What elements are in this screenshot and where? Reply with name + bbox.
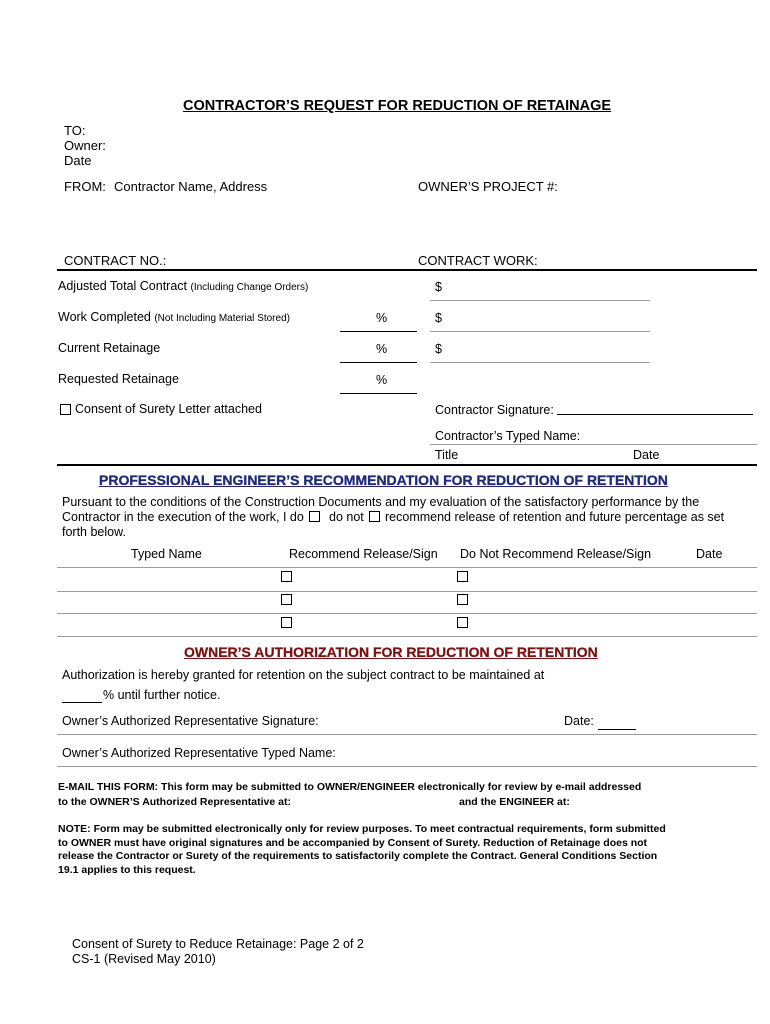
owner-auth-line2: % until further notice. [103, 688, 221, 702]
engineer-text-line3: forth below. [62, 525, 126, 539]
work-completed-percent: % [376, 311, 388, 325]
contract-work-label: CONTRACT WORK: [418, 253, 538, 268]
owners-project-label: OWNER’S PROJECT #: [418, 179, 558, 194]
engineer-text-line2 [62, 510, 304, 524]
email-line2a: to the OWNER’S Authorized Representative at: [58, 796, 291, 808]
requested-retainage-percent-field[interactable] [340, 393, 417, 394]
consent-checkbox[interactable] [60, 404, 71, 415]
work-completed-note: (Not Including Material Stored) [154, 313, 290, 324]
divider-engineer [57, 464, 757, 466]
consent-label: Consent of Surety Letter attached [75, 402, 262, 416]
recommend-checkbox-1[interactable] [281, 571, 292, 582]
adjusted-total-text: Adjusted Total Contract [58, 279, 188, 293]
date-col-label: Date [633, 448, 660, 462]
not-recommend-checkbox-2[interactable] [457, 594, 468, 605]
contractor-signature-field[interactable] [557, 414, 753, 415]
owner-signature-field[interactable] [57, 734, 757, 735]
engineer-do-not-checkbox[interactable] [369, 511, 380, 522]
title-label: Title [435, 448, 459, 462]
current-retainage-dollar: $ [435, 342, 442, 356]
owner-typed-name-field[interactable] [57, 766, 757, 767]
footer-line1: Consent of Surety to Reduce Retainage: Page 2 of 2 [72, 937, 364, 951]
email-line1: E-MAIL THIS FORM: This form may be submitted to OWNER/ENGINEER electronically for review by e-mail addressed [58, 781, 642, 793]
current-retainage-percent: % [376, 342, 388, 356]
form-title: CONTRACTOR’S REQUEST FOR REDUCTION OF RETAINAGE [183, 98, 612, 114]
engineer-line2-part1: Contractor in the execution of the work, I do [62, 510, 304, 524]
work-completed-text: Work Completed [58, 310, 151, 324]
from-value: Contractor Name, Address [114, 179, 268, 194]
adjusted-total-note: (Including Change Orders) [190, 282, 309, 293]
owner-percent-field[interactable] [62, 702, 102, 703]
adjusted-total-label [58, 279, 308, 293]
work-completed-dollar-field[interactable] [430, 331, 650, 332]
requested-retainage-label: Requested Retainage [58, 372, 179, 386]
contractor-typed-name-field[interactable] [430, 444, 757, 445]
engineer-heading: PROFESSIONAL ENGINEER’S RECOMMENDATION FOR REDUCTION OF RETENTION [99, 472, 668, 488]
owner-typed-name-label: Owner’s Authorized Representative Typed Name: [62, 746, 336, 760]
col-not-recommend: Do Not Recommend Release/Sign [460, 547, 652, 561]
current-retainage-label: Current Retainage [58, 341, 161, 355]
requested-retainage-percent: % [376, 373, 388, 387]
engineer-row-line-4 [57, 636, 757, 637]
owner-signature-label: Owner’s Authorized Representative Signature: [62, 714, 319, 728]
recommend-checkbox-3[interactable] [281, 617, 292, 628]
adjusted-total-dollar: $ [435, 280, 442, 294]
work-completed-label [58, 310, 290, 324]
current-retainage-percent-field[interactable] [340, 362, 417, 363]
recommend-checkbox-2[interactable] [281, 594, 292, 605]
work-completed-dollar: $ [435, 311, 442, 325]
engineer-row-line-1 [57, 567, 757, 568]
divider-top [57, 269, 757, 271]
owner-date-label: Date: [564, 714, 594, 728]
contractor-signature-label: Contractor Signature: [435, 403, 554, 417]
not-recommend-checkbox-1[interactable] [457, 571, 468, 582]
adjusted-total-field[interactable] [430, 300, 650, 301]
date-label: Date [64, 153, 92, 168]
engineer-text-line1: Pursuant to the conditions of the Construction Documents and my evaluation of the satisfactory performance by the [62, 495, 700, 509]
to-label: TO: [64, 123, 86, 138]
engineer-line2-part3: recommend release of retention and future percentage as set [385, 510, 725, 524]
email-line2b: and the ENGINEER at: [459, 796, 570, 808]
col-recommend: Recommend Release/Sign [289, 547, 438, 561]
not-recommend-checkbox-3[interactable] [457, 617, 468, 628]
from-label: FROM: [64, 179, 106, 194]
note-text: NOTE: Form may be submitted electronically only for review purposes. To meet contractual requirements, form submitted to OWNER must have original signatures and be accompanied by Consent of Surety. Reduction of Retainage does not release the Contractor or Surety of the requirements to satisfactorily complete the Contract. General Conditions Section 19.1 applies to this request. [58, 823, 666, 876]
engineer-row-line-2 [57, 591, 757, 592]
col-typed-name: Typed Name [131, 547, 202, 561]
owner-auth-line1: Authorization is hereby granted for retention on the subject contract to be maintained at [62, 668, 545, 682]
engineer-do-checkbox[interactable] [309, 511, 320, 522]
owner-heading: OWNER’S AUTHORIZATION FOR REDUCTION OF RETENTION [184, 644, 598, 660]
contract-no-label: CONTRACT NO.: [64, 253, 167, 268]
owner-label: Owner: [64, 138, 106, 153]
current-retainage-dollar-field[interactable] [430, 362, 650, 363]
engineer-line2-part2: do not [329, 510, 364, 524]
owner-date-field[interactable] [598, 729, 636, 730]
footer-line2: CS-1 (Revised May 2010) [72, 952, 216, 966]
contractor-typed-name-label: Contractor’s Typed Name: [435, 429, 581, 443]
work-completed-percent-field[interactable] [340, 331, 417, 332]
engineer-row-line-3 [57, 613, 757, 614]
col-date: Date [696, 547, 723, 561]
